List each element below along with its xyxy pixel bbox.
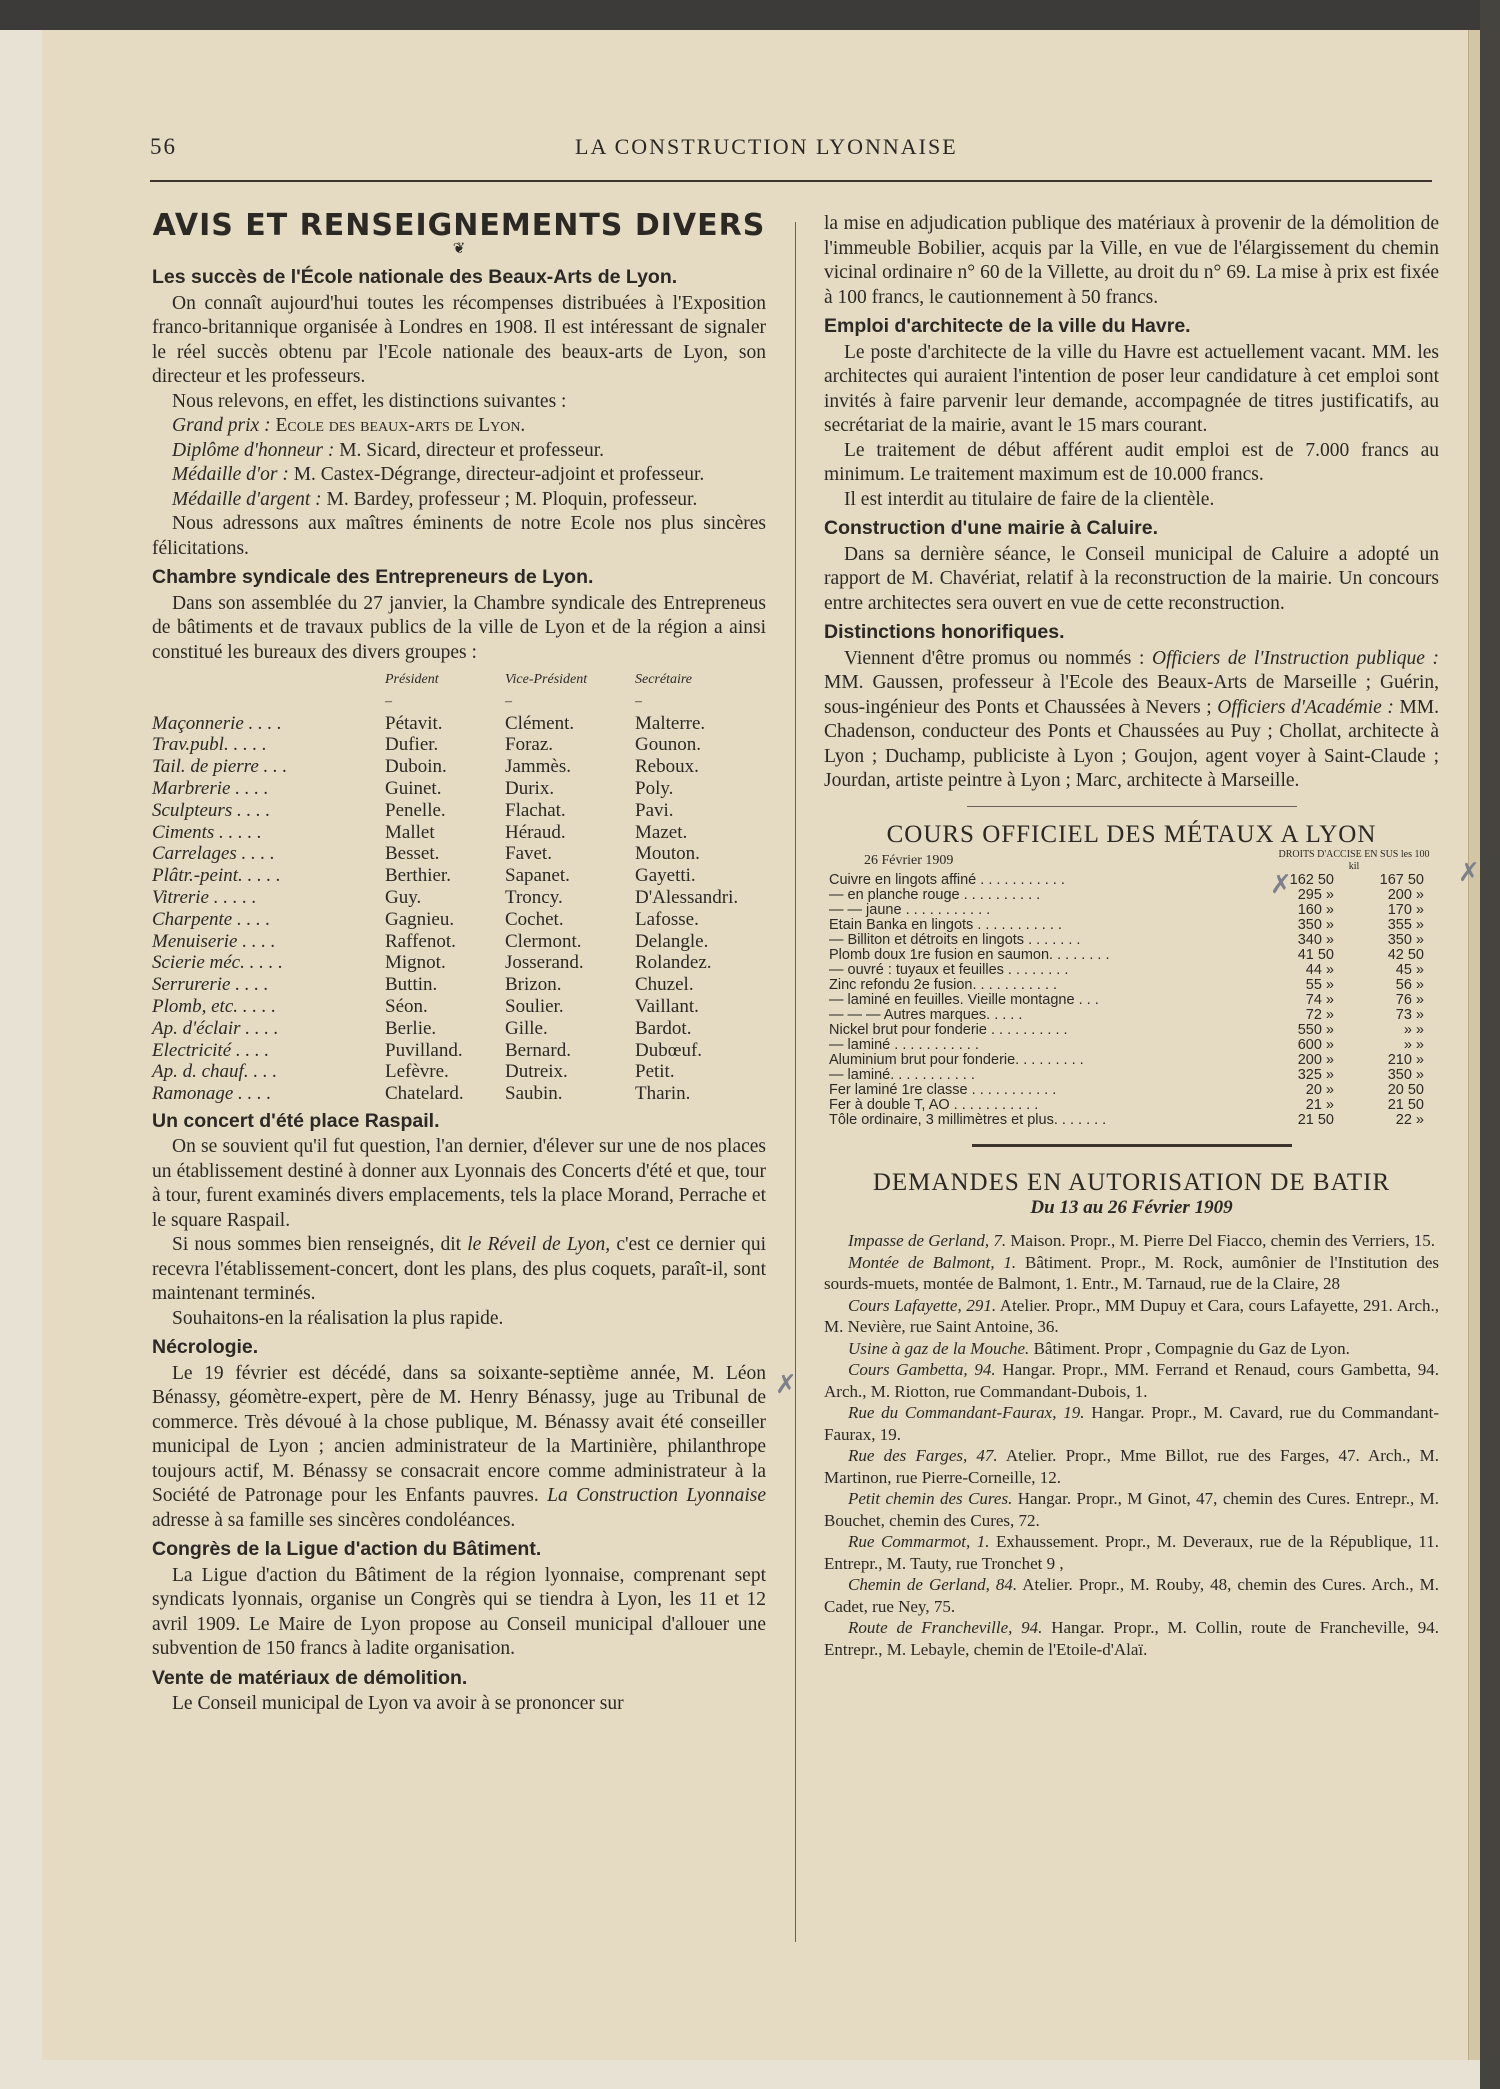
group-cell: Plâtr.-peint. . . . . xyxy=(152,865,281,887)
metal-row xyxy=(824,963,1439,978)
item-text: Hangar. Propr., MM. Ferrand et Renaud, cours Gambetta, 94. Arch., M. Riotton, rue Commandant-Dubois, 1. xyxy=(824,1360,1440,1401)
list-item xyxy=(824,1531,1439,1574)
demandes-title: DEMANDES EN AUTORISATION DE BATIR xyxy=(872,1169,1391,1196)
text-span: adresse à sa famille ses sincères condoléances. xyxy=(152,1509,516,1531)
distinction-label: Grand prix : xyxy=(172,415,271,436)
separator-rule xyxy=(972,1144,1292,1147)
distinctions-paragraph xyxy=(824,647,1439,794)
metal-price: 550 » xyxy=(1297,1022,1334,1038)
necrologie-heading: Nécrologie. xyxy=(152,1336,259,1359)
metal-name: Plomb doux 1re fusion en saumon. . . . . . . . xyxy=(829,947,1110,963)
beaux-arts-paragraph: Nous relevons, en effet, les distinctions suivantes : xyxy=(172,390,567,412)
congres-paragraph: La Ligue d'action du Bâtiment de la région lyonnaise, comprenant sept syndicats lyonnais, organise un Congrès qui se tiendra à Lyon, les 11 et 12 avril 1909. Le Maire de Lyon propose au Conseil municipal d'allouer une subvention de 150 francs à ladite organisation. xyxy=(152,1564,766,1660)
table-row xyxy=(152,1083,766,1105)
metal-price: 41 50 xyxy=(1297,947,1334,963)
distinction-text: M. Castex-Dégrange, directeur-adjoint et professeur. xyxy=(293,464,705,485)
metal-price: 55 » xyxy=(1305,977,1334,993)
separator-rule xyxy=(967,806,1297,807)
text-span: c'est ce dernier qui recevra l'établissement-concert, dont les plans, des plus coquets, paraît-il, sont maintenant terminés. xyxy=(152,1234,767,1305)
metal-row xyxy=(824,888,1439,903)
vice-cell: Jammès. xyxy=(505,756,571,778)
running-header xyxy=(150,134,1430,164)
metal-price: 72 » xyxy=(1305,1007,1334,1023)
metal-price-duty: 56 » xyxy=(1395,977,1424,993)
secretaire-cell: Petit. xyxy=(635,1061,675,1083)
metal-row xyxy=(824,1023,1439,1038)
vice-cell: Durix. xyxy=(505,777,555,799)
president-cell: Lefèvre. xyxy=(385,1061,449,1083)
havre-heading: Emploi d'architecte de la ville du Havre. xyxy=(824,315,1191,337)
caluire-heading: Construction d'une mairie à Caluire. xyxy=(824,517,1159,539)
address-label: Impasse de Gerland, 7. xyxy=(848,1231,1007,1250)
president-cell: Penelle. xyxy=(385,799,446,821)
president-cell: Berlie. xyxy=(385,1017,437,1039)
metaux-column-head: DROITS D'ACCISE EN SUS les 100 kil xyxy=(1278,849,1430,872)
metal-price-duty: 350 » xyxy=(1387,1067,1424,1083)
table-row xyxy=(152,800,766,822)
metal-name: Zinc refondu 2e fusion. . . . . . . . . . . xyxy=(829,977,1058,993)
metal-price-duty: 355 » xyxy=(1387,917,1424,933)
metal-price: 340 » xyxy=(1297,932,1334,948)
left-column xyxy=(152,210,766,1717)
metal-price: 160 » xyxy=(1297,902,1334,918)
address-label: Cours Lafayette, 291. xyxy=(848,1295,997,1315)
table-dash-row xyxy=(152,691,766,713)
pencil-cross-icon: ✗ xyxy=(775,1370,797,1400)
table-row xyxy=(152,974,766,996)
address-label: Usine à gaz de la Mouche. xyxy=(848,1338,1030,1358)
havre-paragraph: Le poste d'architecte de la ville du Havre est actuellement vacant. MM. les architectes qui auraient l'intention de poser leur candidature à cet emploi sont invités à faire parvenir leur demande, accompagnée de titres justificatifs, au secrétariat de la mairie, avant le 15 mars courant. xyxy=(824,341,1439,436)
distinction-line xyxy=(152,414,766,439)
chambre-paragraph: Dans son assemblée du 27 janvier, la Chambre syndicale des Entrepreneus de bâtiments et de travaux publics de la ville de Lyon et de la région a ainsi constitué les bureaux des divers groupes : xyxy=(152,592,766,663)
necrologie-paragraph xyxy=(152,1362,766,1534)
group-cell: Electricité . . . . xyxy=(152,1039,270,1061)
address-label: Route de Francheville, 94. xyxy=(848,1618,1043,1637)
item-text: Bâtiment. Propr , Compagnie du Gaz de Lyon. xyxy=(1033,1338,1350,1358)
table-row xyxy=(152,931,766,953)
metal-price-duty: 20 50 xyxy=(1387,1082,1424,1098)
group-cell: Scierie méc. . . . . xyxy=(152,952,283,974)
president-cell: Chatelard. xyxy=(385,1083,464,1105)
item-text: Hangar. Propr., M. Cavard, rue du Commandant-Faurax, 19. xyxy=(824,1403,1439,1444)
vice-cell: Troncy. xyxy=(505,886,563,908)
group-cell: Ramonage . . . . xyxy=(152,1083,272,1105)
demandes-list xyxy=(824,1230,1439,1660)
table-row xyxy=(152,1018,766,1040)
group-cell: Ap. d'éclair . . . . xyxy=(152,1017,279,1039)
metal-name: Aluminium brut pour fonderie. . . . . . . . . xyxy=(829,1052,1084,1068)
table-row xyxy=(152,756,766,778)
metal-name: Fer à double T, AO . . . . . . . . . . . xyxy=(829,1097,1039,1113)
list-item xyxy=(824,1574,1439,1617)
item-text: Exhaussement. Propr., M. Deveraux, rue de la République, 11. Entrepr., M. Tauty, rue Tronchet 9 , xyxy=(824,1532,1439,1573)
metal-price-duty: 21 50 xyxy=(1387,1097,1424,1113)
metal-price: 44 » xyxy=(1305,962,1334,978)
group-cell: Vitrerie . . . . . xyxy=(152,886,257,908)
metaux-title: COURS OFFICIEL DES MÉTAUX A LYON xyxy=(886,820,1377,848)
president-cell: Raffenot. xyxy=(385,930,456,952)
metal-price-duty: 170 » xyxy=(1387,902,1424,918)
metal-row xyxy=(824,948,1439,963)
caluire-paragraph: Dans sa dernière séance, le Conseil municipal de Caluire a adopté un rapport de M. Chavériat, relatif à la reconstruction de la mairie. Un concours entre architectes sera ouvert en vue de cette reconstruction. xyxy=(824,543,1439,614)
vice-cell: Cochet. xyxy=(505,908,564,930)
metal-row xyxy=(824,1068,1439,1083)
vice-cell: Héraud. xyxy=(505,821,566,843)
secretaire-cell: Mazet. xyxy=(635,821,688,843)
secretaire-cell: Chuzel. xyxy=(635,974,694,996)
metal-row xyxy=(824,1053,1439,1068)
group-cell: Tail. de pierre . . . xyxy=(152,756,288,778)
demandes-subtitle: Du 13 au 26 Février 1909 xyxy=(1030,1196,1233,1218)
metal-name: Nickel brut pour fonderie . . . . . . . . . . xyxy=(829,1022,1068,1038)
newspaper-title: le Réveil de Lyon, xyxy=(467,1234,611,1256)
table-row xyxy=(152,909,766,931)
distinction-line xyxy=(152,463,766,488)
metal-name: — — — Autres marques. . . . . xyxy=(829,1007,1023,1023)
item-text: Hangar. Propr., M Ginot, 47, chemin des Cures. Entrepr., M. Bouchet, chemin des Cures, 72. xyxy=(824,1489,1440,1530)
metal-price-duty: 45 » xyxy=(1395,962,1424,978)
group-cell: Plomb, etc. . . . . xyxy=(152,995,277,1017)
table-row xyxy=(152,996,766,1018)
metal-price-duty: 210 » xyxy=(1387,1052,1424,1068)
text-span: MM. Chadenson, conducteur des Ponts et Chaussées au Puy ; Chollat, architecte à Lyon ; Duchamp, publiciste à Lyon ; Goujon, agent voyer à Saint-Claude ; Jourdan, artiste peintre à Lyon ; Marc, architecte à Marseille. xyxy=(824,696,1440,791)
table-header-row xyxy=(152,669,766,691)
address-label: Rue des Farges, 47. xyxy=(848,1446,998,1465)
metal-row xyxy=(824,993,1439,1008)
col-president: Président xyxy=(385,672,439,687)
list-item xyxy=(824,1359,1439,1402)
vice-cell: Clément. xyxy=(505,712,575,734)
item-text: Atelier. Propr., Mme Billot, rue des Farges, 47. Arch., M. Martinon, rue Pierre-Corneille, 12. xyxy=(824,1446,1440,1487)
vice-cell: Favet. xyxy=(505,843,552,865)
metal-name: Etain Banka en lingots . . . . . . . . . . . xyxy=(829,917,1062,933)
group-cell: Ciments . . . . . xyxy=(152,821,262,843)
secretaire-cell: Gayetti. xyxy=(635,865,696,887)
distinctions-heading: Distinctions honorifiques. xyxy=(824,621,1065,643)
metal-price-duty: 200 » xyxy=(1387,887,1424,903)
distinction-label: Médaille d'or : xyxy=(172,464,289,485)
president-cell: Duboin. xyxy=(385,756,447,778)
president-cell: Puvilland. xyxy=(385,1039,463,1061)
metal-price-duty: » » xyxy=(1403,1022,1424,1038)
group-cell: Ap. d. chauf. . . . xyxy=(152,1061,278,1083)
secretaire-cell: Bardot. xyxy=(635,1017,692,1039)
metal-price: 21 50 xyxy=(1297,1112,1334,1128)
president-cell: Dufier. xyxy=(385,734,439,756)
metal-row xyxy=(824,918,1439,933)
item-text: Atelier. Propr., MM Dupuy et Cara, cours Lafayette, 291. Arch., M. Nevière, rue Saint Antoine, 36. xyxy=(824,1295,1439,1336)
table-row xyxy=(152,865,766,887)
group-cell: Sculpteurs . . . . xyxy=(152,799,271,821)
vice-cell: Brizon. xyxy=(505,974,562,996)
metal-price: 74 » xyxy=(1305,992,1334,1008)
metal-name: Cuivre en lingots affiné . . . . . . . . . . . xyxy=(829,872,1065,888)
journal-title: LA CONSTRUCTION LYONNAISE xyxy=(575,134,958,159)
vice-cell: Clermont. xyxy=(505,930,582,952)
header-rule xyxy=(150,180,1432,182)
col-secretaire: Secrétaire xyxy=(635,672,693,687)
address-label: Montée de Balmont, 1. xyxy=(848,1252,1017,1272)
metal-row xyxy=(824,1113,1439,1128)
vice-cell: Dutreix. xyxy=(505,1061,568,1083)
vice-cell: Foraz. xyxy=(505,734,554,756)
metal-price: 200 » xyxy=(1297,1052,1334,1068)
metal-name: — ouvré : tuyaux et feuilles . . . . . . . . xyxy=(829,962,1069,978)
distinction-label: Médaille d'argent : xyxy=(172,488,322,510)
vice-cell: Bernard. xyxy=(505,1039,571,1061)
metal-row xyxy=(824,1083,1439,1098)
distinction-line xyxy=(152,488,766,513)
vente-continued: la mise en adjudication publique des matériaux à provenir de la démolition de l'immeuble Bobilier, acquis par la Ville, en vue de l'élargissement du chemin vicinal ordinaire n° 60 de la Villette, au droit du n° 69. La mise à prix est fixée à 100 francs, le cautionnement à 50 francs. xyxy=(824,213,1439,308)
group-cell: Maçonnerie . . . . xyxy=(152,712,282,734)
president-cell: Mallet xyxy=(385,821,435,843)
secretaire-cell: Poly. xyxy=(635,777,674,799)
congres-heading: Congrès de la Ligue d'action du Bâtiment. xyxy=(152,1538,542,1561)
secretaire-cell: Dubœuf. xyxy=(635,1039,703,1061)
secretaire-cell: Rolandez. xyxy=(635,952,712,974)
metal-price-duty: 167 50 xyxy=(1379,872,1424,888)
chambre-heading: Chambre syndicale des Entrepreneurs de Lyon. xyxy=(152,566,594,588)
vente-paragraph: Le Conseil municipal de Lyon va avoir à se prononcer sur xyxy=(172,1693,624,1715)
concert-paragraph xyxy=(152,1233,766,1307)
distinction-text: Ecole des beaux-arts de Lyon. xyxy=(275,415,526,436)
distinction-text: M. Bardey, professeur ; M. Ploquin, professeur. xyxy=(326,488,698,510)
metal-name: — laminé. . . . . . . . . . . xyxy=(829,1067,975,1083)
list-item xyxy=(824,1252,1439,1295)
metal-price-duty: 73 » xyxy=(1395,1007,1424,1023)
metal-row xyxy=(824,1008,1439,1023)
group-cell: Trav.publ. . . . . xyxy=(152,734,267,756)
table-row xyxy=(152,887,766,909)
beaux-arts-paragraph: Nous adressons aux maîtres éminents de notre Ecole nos plus sincères félicitations. xyxy=(152,513,766,559)
metal-row xyxy=(824,933,1439,948)
item-text: Atelier. Propr., M. Rouby, 48, chemin des Cures. Arch., M. Cadet, rue Ney, 75. xyxy=(824,1575,1440,1616)
president-cell: Séon. xyxy=(385,995,428,1017)
concert-paragraph: Souhaitons-en la réalisation la plus rapide. xyxy=(172,1307,504,1329)
secretaire-cell: Lafosse. xyxy=(635,908,699,930)
list-item xyxy=(824,1488,1439,1531)
scan-top-border xyxy=(0,0,1500,30)
metal-price: 325 » xyxy=(1297,1067,1334,1083)
scan-right-border xyxy=(1480,0,1500,2089)
list-item xyxy=(824,1295,1439,1338)
metal-row xyxy=(824,903,1439,918)
address-label: Rue Commarmot, 1. xyxy=(848,1532,990,1551)
item-text: Bâtiment. Propr., M. Rock, aumônier de l'Institution des sourds-muets, montée de Balmont, 1. Entr., M. Tarnaud, rue de la Claire, 28 xyxy=(824,1252,1439,1293)
vice-cell: Flachat. xyxy=(505,799,566,821)
concert-heading: Un concert d'été place Raspail. xyxy=(152,1109,440,1132)
metal-price: 350 » xyxy=(1297,917,1334,933)
metal-price: 20 » xyxy=(1305,1082,1334,1098)
president-cell: Guy. xyxy=(385,886,422,908)
distinction-label: Diplôme d'honneur : xyxy=(172,439,335,461)
dash: – xyxy=(505,693,512,709)
metaux-date: 26 Février 1909 xyxy=(864,853,954,868)
metal-price: 295 » xyxy=(1297,887,1334,903)
address-label: Rue du Commandant-Faurax, 19. xyxy=(848,1403,1085,1422)
distinction-category: Officiers d'Académie : xyxy=(1217,696,1394,718)
metal-row xyxy=(824,1038,1439,1053)
metaux-list xyxy=(824,873,1439,1128)
concert-paragraph: On se souvient qu'il fut question, l'an dernier, d'élever sur une de nos places un établissement destiné à donner aux Lyonnais des Concerts d'été et que, tour à tour, furent examinés divers emplacements, tels la place Morand, Perrache et le square Raspail. xyxy=(152,1136,766,1231)
metal-price-duty: 76 » xyxy=(1395,992,1424,1008)
metal-name: — — jaune . . . . . . . . . . . xyxy=(829,902,991,918)
section-title: AVIS ET RENSEIGNEMENTS DIVERS xyxy=(152,208,766,243)
metal-price-duty: » » xyxy=(1403,1037,1424,1053)
column-divider xyxy=(795,222,796,1942)
vente-heading: Vente de matériaux de démolition. xyxy=(152,1666,468,1689)
ornament-icon: ❦ xyxy=(452,240,466,257)
list-item xyxy=(824,1617,1439,1660)
secretaire-cell: Delangle. xyxy=(635,930,709,952)
pencil-cross-icon: ✗ xyxy=(1270,870,1292,900)
vice-cell: Soulier. xyxy=(505,995,564,1017)
vice-cell: Gille. xyxy=(505,1017,548,1039)
metal-price: 162 50 xyxy=(1289,872,1334,888)
vice-cell: Josserand. xyxy=(505,952,584,974)
metaux-header xyxy=(824,847,1439,873)
metal-price: 21 » xyxy=(1305,1097,1334,1113)
list-item xyxy=(824,1402,1439,1445)
text-span: Le 19 février est décédé, dans sa soixante-septième année, M. Léon Bénassy, géomètre-expert, père de M. Henry Bénassy, juge au Tribunal de commerce. Très dévoué à la chose publique, M. Bénassy avait été conseiller municipal de Lyon ; ancien administrateur de la Martinière, philanthrope toujours actif, M. Bénassy se consacrait encore comme administrateur à la Société de Patronage pour les Enfants pauvres. xyxy=(152,1362,766,1507)
table-row xyxy=(152,778,766,800)
metal-name: — Billiton et détroits en lingots . . . . . . . xyxy=(829,932,1081,948)
item-text: Maison. Propr., M. Pierre Del Fiacco, chemin des Verriers, 15. xyxy=(1010,1231,1436,1250)
secretaire-cell: Gounon. xyxy=(635,734,701,756)
president-cell: Pétavit. xyxy=(385,712,443,734)
address-label: Petit chemin des Cures. xyxy=(848,1489,1013,1508)
metal-name: Tôle ordinaire, 3 millimètres et plus. . . . . . . xyxy=(829,1112,1107,1128)
secretaire-cell: Tharin. xyxy=(635,1083,691,1105)
beaux-arts-paragraph: On connaît aujourd'hui toutes les récompenses distribuées à l'Exposition franco-britannique organisée à Londres en 1908. Il est intéressant de signaler le réel succès obtenu par l'Ecole nationale des beaux-arts de Lyon, son directeur et les professeurs. xyxy=(152,292,766,387)
page-number: 56 xyxy=(150,134,177,159)
text-span: MM. Gaussen, professeur à l'Ecole des Beaux-Arts de Marseille ; Guérin, sous-ingénieur des Ponts et Chaussées à Nevers ; xyxy=(824,672,1439,718)
group-cell: Serrurerie . . . . xyxy=(152,974,269,996)
metal-price-duty: 22 » xyxy=(1395,1112,1424,1128)
bureaux-table xyxy=(152,669,766,1105)
group-cell: Charpente . . . . xyxy=(152,908,271,930)
dash: – xyxy=(385,693,392,709)
president-cell: Gagnieu. xyxy=(385,908,455,930)
secretaire-cell: Pavi. xyxy=(635,799,674,821)
metal-price: 600 » xyxy=(1297,1037,1334,1053)
group-cell: Menuiserie . . . . xyxy=(152,930,276,952)
address-label: Cours Gambetta, 94. xyxy=(848,1360,996,1379)
vice-cell: Saubin. xyxy=(505,1083,563,1105)
list-item xyxy=(824,1230,1439,1252)
col-vice-president: Vice-Président xyxy=(505,672,588,687)
table-row xyxy=(152,1061,766,1083)
pencil-cross-icon: ✗ xyxy=(1458,858,1480,888)
metal-price-duty: 42 50 xyxy=(1387,947,1424,963)
group-cell: Carrelages . . . . xyxy=(152,843,275,865)
metal-name: — en planche rouge . . . . . . . . . . xyxy=(829,887,1041,903)
metal-name: — laminé en feuilles. Vieille montagne . . . xyxy=(829,992,1099,1008)
group-cell: Marbrerie . . . . xyxy=(152,777,269,799)
dash: – xyxy=(635,693,642,709)
distinction-category: Officiers de l'Instruction publique : xyxy=(1152,647,1440,669)
text-span: Si nous sommes bien renseignés, dit xyxy=(172,1234,462,1256)
secretaire-cell: D'Alessandri. xyxy=(635,886,739,908)
table-row xyxy=(152,952,766,974)
havre-paragraph: Le traitement de début afférent audit emploi est de 7.000 francs au minimum. Le traitement maximum est de 10.000 francs. xyxy=(824,439,1439,485)
metal-row xyxy=(824,978,1439,993)
metal-name: — laminé . . . . . . . . . . . xyxy=(829,1037,979,1053)
distinction-line xyxy=(152,439,766,464)
journal-name: La Construction Lyonnaise xyxy=(547,1485,766,1507)
secretaire-cell: Vaillant. xyxy=(635,995,699,1017)
list-item xyxy=(824,1338,1439,1360)
metal-price-duty: 350 » xyxy=(1387,932,1424,948)
list-item xyxy=(824,1445,1439,1488)
metal-row xyxy=(824,1098,1439,1113)
right-column xyxy=(824,212,1439,1660)
table-row xyxy=(152,734,766,756)
table-row xyxy=(152,843,766,865)
president-cell: Mignot. xyxy=(385,952,446,974)
distinction-text: M. Sicard, directeur et professeur. xyxy=(339,439,604,461)
text-span: Viennent d'être promus ou nommés : xyxy=(844,647,1145,669)
president-cell: Buttin. xyxy=(385,974,438,996)
vice-cell: Sapanet. xyxy=(505,865,570,887)
metal-name: Fer laminé 1re classe . . . . . . . . . . . xyxy=(829,1082,1057,1098)
table-row xyxy=(152,822,766,844)
secretaire-cell: Mouton. xyxy=(635,843,700,865)
address-label: Chemin de Gerland, 84. xyxy=(848,1575,1018,1594)
secretaire-cell: Reboux. xyxy=(635,756,699,778)
table-row xyxy=(152,1040,766,1062)
table-row xyxy=(152,713,766,735)
president-cell: Berthier. xyxy=(385,865,451,887)
beaux-arts-heading: Les succès de l'École nationale des Beaux-Arts de Lyon. xyxy=(152,266,678,288)
president-cell: Guinet. xyxy=(385,777,442,799)
secretaire-cell: Malterre. xyxy=(635,712,706,734)
president-cell: Besset. xyxy=(385,843,440,865)
item-text: Hangar. Propr., M. Collin, route de Francheville, 94. Entrepr., M. Lebayle, chemin de l'Etoile-d'Alaï. xyxy=(824,1618,1439,1659)
metal-row xyxy=(824,873,1439,888)
havre-paragraph: Il est interdit au titulaire de faire de la clientèle. xyxy=(844,488,1215,510)
